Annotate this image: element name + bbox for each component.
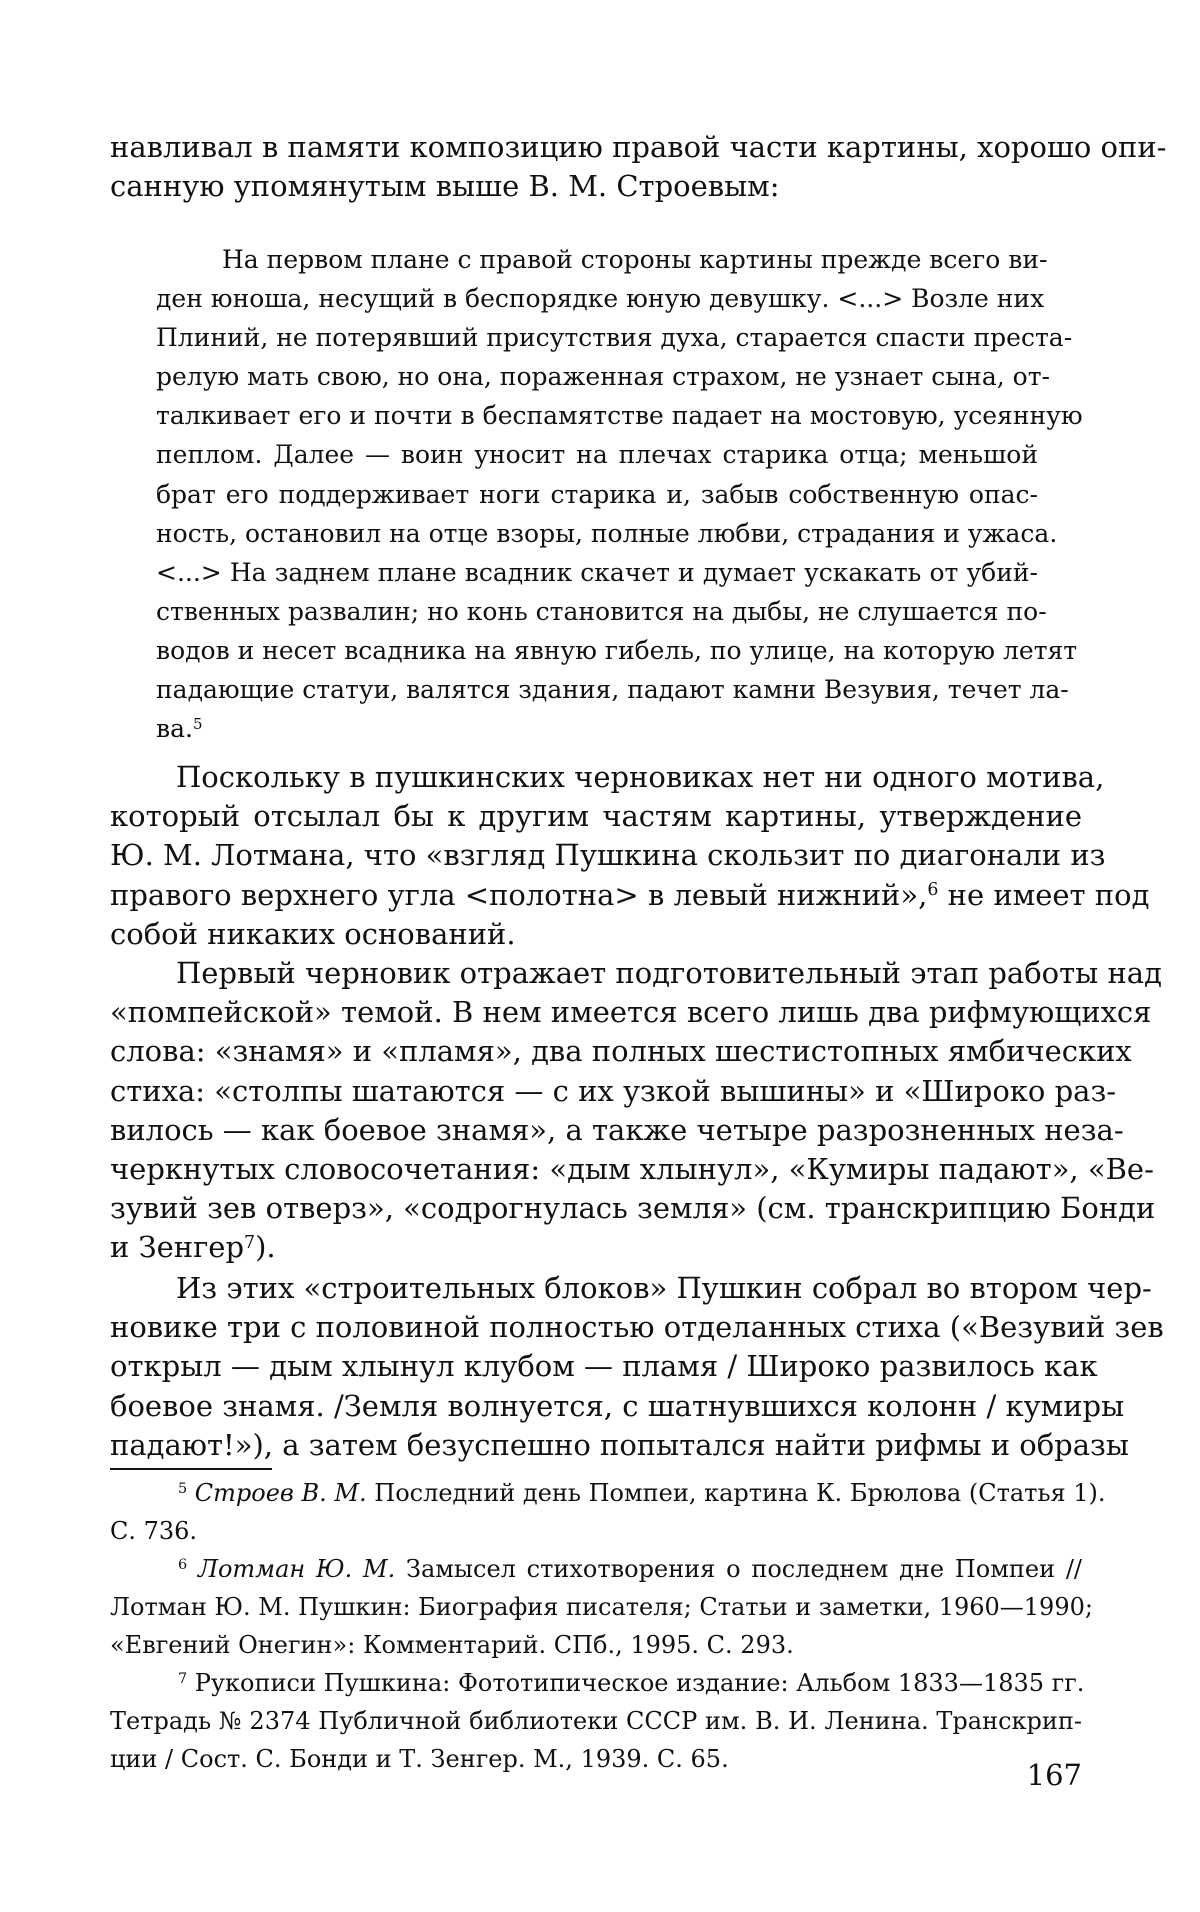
quote-line: На первом плане с правой стороны картины прежде всего ви-	[222, 245, 1048, 274]
top-paragraph	[110, 128, 1167, 206]
footnote-number: 5	[178, 1481, 188, 1498]
footnote-text: Последний день Помпеи, картина К. Брюлова (Статья 1).	[366, 1479, 1106, 1507]
paragraph-line: навливал в памяти композицию правой части картины, хорошо опи-	[110, 130, 1167, 164]
paragraph-line-tail: ).	[255, 1230, 276, 1265]
block-quote	[156, 240, 1083, 748]
paragraph-line: собой никаких оснований.	[110, 916, 516, 951]
footnote-text: «Евгений Онегин»: Комментарий. СПб., 1995. С. 293.	[110, 1631, 794, 1659]
quote-line: ва.	[156, 714, 193, 744]
paragraph-line: открыл — дым хлынул клубом — пламя / Широко развилось как	[110, 1349, 1098, 1384]
paragraph-line: который отсылал бы к другим частям картины, утверждение	[110, 799, 1082, 834]
footnotes	[110, 1474, 1106, 1778]
quote-line: Плиний, не потерявший присутствия духа, старается спасти преста-	[156, 323, 1073, 353]
paragraph-line: «помпейской» темой. В нем имеется всего лишь два рифмующихся	[110, 995, 1152, 1030]
footnote-number: 7	[178, 1671, 188, 1688]
footnote-ref-7: 7	[244, 1232, 256, 1253]
quote-line: брат его поддерживает ноги старика и, забыв собственную опас-	[156, 479, 1038, 509]
quote-line: талкивает его и почти в беспамятстве падает на мостовую, усеянную	[156, 401, 1083, 431]
footnote-text: Рукописи Пушкина: Фототипическое издание: Альбом 1833—1835 гг.	[187, 1669, 1085, 1697]
footnote-author: Строев В. М.	[194, 1479, 367, 1507]
paragraph-line: Поскольку в пушкинских черновиках нет ни одного мотива,	[176, 760, 1105, 794]
paragraph-line: и Зенгер	[110, 1230, 245, 1265]
paragraph-line-with-ref	[110, 876, 1150, 915]
paragraph-line: вилось — как боевое знамя», а также четыре разрозненных неза-	[110, 1112, 1124, 1147]
paragraph-line: санную упомянутым выше В. М. Строевым:	[110, 169, 780, 204]
footnote-6-line	[110, 1550, 1082, 1588]
footnote-text: ции / Сост. С. Бонди и Т. Зенгер. М., 1939. С. 65.	[110, 1745, 729, 1773]
paragraph-1	[110, 758, 1150, 954]
paragraph-last-line	[110, 1228, 1082, 1267]
paragraph-line-tail: не имеет под	[938, 877, 1150, 912]
footnote-5-line	[110, 1474, 1106, 1512]
quote-last-line	[156, 709, 1038, 748]
footnote-text: С. 736.	[110, 1517, 198, 1545]
quote-line: <...> На заднем плане всадник скачет и думает ускакать от убий-	[156, 557, 1038, 587]
paragraph-line: боевое знамя. /Земля волнуется, с шатнувшихся колонн / кумиры	[110, 1388, 1125, 1423]
quote-line: падающие статуи, валятся здания, падают камни Везувия, течет ла-	[156, 675, 1069, 705]
paragraph-line: стиха: «столпы шатаются — с их узкой вышины» и «Широко раз-	[110, 1073, 1117, 1108]
footnote-text: Замысел стихотворения о последнем дне Помпеи //	[395, 1555, 1083, 1583]
footnote-author: Лотман Ю. М.	[197, 1555, 396, 1583]
footnote-text: Лотман Ю. М. Пушкин: Биография писателя; Статьи и заметки, 1960—1990;	[110, 1593, 1093, 1621]
footnote-divider	[110, 1468, 272, 1470]
paragraph-line: Первый черновик отражает подготовительный этап работы над	[176, 956, 1162, 990]
page-number: 167	[1026, 1758, 1082, 1792]
footnote-7-line	[110, 1664, 1085, 1702]
footnote-text: Тетрадь № 2374 Публичной библиотеки СССР им. В. И. Ленина. Транскрип-	[110, 1707, 1082, 1735]
footnote-ref-5: 5	[192, 714, 203, 733]
paragraph-line: новике три с половиной полностью отделанных стиха («Везувий зев	[110, 1310, 1164, 1345]
quote-line: ден юноша, несущий в беспорядке юную девушку. <...> Возле них	[156, 284, 1045, 314]
paragraph-line: правого верхнего угла <полотна> в левый нижний»,	[110, 877, 928, 912]
footnote-number: 6	[178, 1557, 188, 1574]
paragraph-line: падают!»), а затем безуспешно попытался найти рифмы и образы	[110, 1427, 1129, 1462]
quote-line: водов и несет всадника на явную гибель, по улице, на которую летят	[156, 635, 1078, 665]
paragraph-3	[110, 1269, 1164, 1465]
quote-line: ственных развалин; но конь становится на дыбы, не слушается по-	[156, 596, 1047, 626]
quote-line: пеплом. Далее — воин уносит на плечах старика отца; меньшой	[156, 440, 1038, 470]
paragraph-line: зувий зев отверз», «содрогнулась земля» (см. транскрипцию Бонди	[110, 1191, 1156, 1226]
paragraph-line: черкнутых словосочетания: «дым хлынул», «Кумиры падают», «Ве-	[110, 1152, 1154, 1187]
paragraph-2	[110, 954, 1162, 1268]
quote-line: релую мать свою, но она, пораженная страхом, не узнает сына, от-	[156, 362, 1050, 392]
paragraph-line: Ю. М. Лотмана, что «взгляд Пушкина скользит по диагонали из	[110, 838, 1106, 873]
footnote-ref-6: 6	[927, 880, 939, 901]
paragraph-line: слова: «знамя» и «пламя», два полных шестистопных ямбических	[110, 1034, 1132, 1069]
quote-line: ность, остановил на отце взоры, полные любви, страдания и ужаса.	[156, 518, 1058, 548]
paragraph-line: Из этих «строительных блоков» Пушкин собрал во втором чер-	[176, 1271, 1152, 1305]
